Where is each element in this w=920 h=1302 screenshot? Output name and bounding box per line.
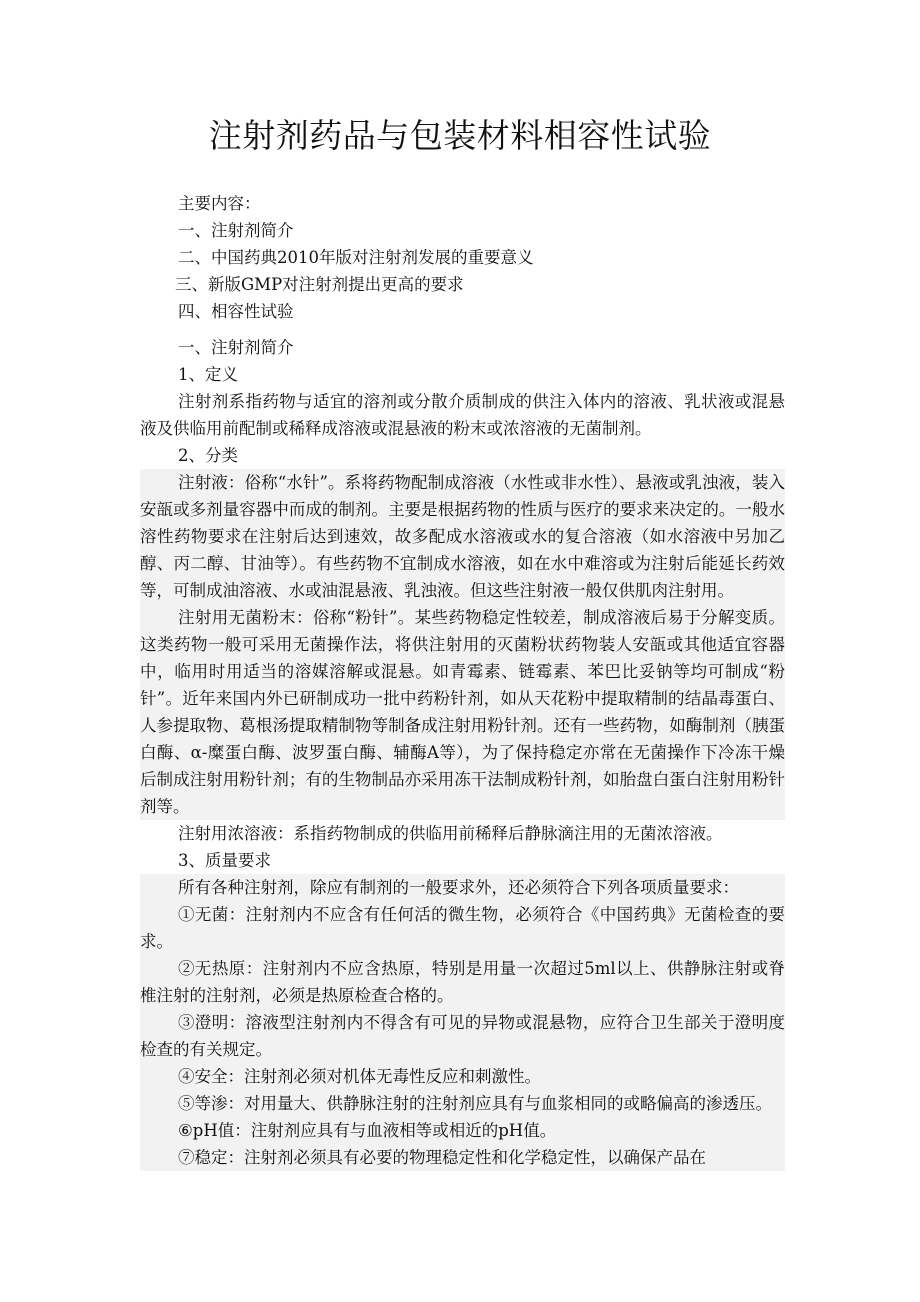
document-title: 注射剂药品与包装材料相容性试验 [208,116,712,155]
quality-requirements-block [140,874,785,1171]
subsection-heading-quality: 3、质量要求 [178,851,271,870]
quality-item: ④安全：注射剂必须对机体无毒性反应和刺激性。 [178,1067,541,1086]
section-heading: 一、注射剂简介 [178,338,294,357]
concentrate-paragraph: 注射用浓溶液：系指药物制成的供临用前稀释后静脉滴注用的无菌浓溶液。 [178,824,723,843]
quality-item: ③澄明：溶液型注射剂内不得含有可见的异物或混悬物，应符合卫生部关于澄明度检查的有关规定。 [140,1013,785,1059]
sterile-powder-paragraph: 注射用无菌粉末：俗称“粉针”。某些药物稳定性较差，制成溶液后易于分解变质。这类药物一般可采用无菌操作法，将供注射用的灭菌粉状药物装人安瓿或其他适宜容器中，临用时用适当的溶媒溶解或混悬。如青霉素、链霉素、苯巴比妥钠等均可制成“粉针”。近年来国内外已研制成功一批中药粉针剂，如从天花粉中提取精制的结晶毒蛋白、人参提取物、葛根汤提取精制物等制备成注射用粉针剂。还有一些药物，如酶制剂（胰蛋白酶、α-糜蛋白酶、波罗蛋白酶、辅酶A等），为了保持稳定亦常在无菌操作下冷冻干燥后制成注射用粉针剂；有的生物制品亦采用冻干法制成粉针剂，如胎盘白蛋白注射用粉针剂等。 [140,604,785,820]
quality-item: ⑥pH值：注射剂应具有与血液相等或相近的pH值。 [178,1121,557,1140]
document-body [140,334,785,1171]
quality-item: ⑦稳定：注射剂必须具有必要的物理稳定性和化学稳定性，以确保产品在 [178,1148,706,1167]
definition-paragraph: 注射剂系指药物与适宜的溶剂或分散介质制成的供注入体内的溶液、乳状液或混悬液及供临用前配制或稀释成溶液或混悬液的粉末或浓溶液的无菌制剂。 [140,392,785,438]
toc-item: 一、注射剂简介 [178,221,294,240]
subsection-heading-definition: 1、定义 [178,365,238,384]
toc-item: 四、相容性试验 [178,302,294,321]
injection-paragraph: 注射液：俗称“水针”。系将药物配制成溶液（水性或非水性）、悬液或乳浊液，装入安瓿或多剂量容器中而成的制剂。主要是根据药物的性质与医疗的要求来决定的。一般水溶性药物要求在注射后达到速效，故多配成水溶液或水的复合溶液（如水溶液中另加乙醇、丙二醇、甘油等）。有些药物不宜制成水溶液，如在水中难溶或为注射后能延长药效等，可制成油溶液、水或油混悬液、乳浊液。但这些注射液一般仅供肌肉注射用。 [140,469,785,604]
toc-heading: 主要内容： [178,194,261,213]
quality-intro-paragraph: 所有各种注射剂，除应有制剂的一般要求外，还必须符合下列各项质量要求： [178,878,739,897]
quality-item: ⑤等渗：对用量大、供静脉注射的注射剂应具有与血浆相同的或略偏高的渗透压。 [178,1094,772,1113]
quality-item: ②无热原：注射剂内不应含热原，特别是用量一次超过5ml以上、供静脉注射或脊椎注射的注射剂，必须是热原检查合格的。 [140,959,785,1005]
subsection-heading-classification: 2、分类 [178,446,238,465]
quality-item: ①无菌：注射剂内不应含有任何活的微生物，必须符合《中国药典》无菌检查的要求。 [140,905,785,951]
toc-item: 三、新版GMP对注射剂提出更高的要求 [175,275,464,294]
table-of-contents [175,190,534,325]
toc-item: 二、中国药典2010年版对注射剂发展的重要意义 [178,248,534,267]
